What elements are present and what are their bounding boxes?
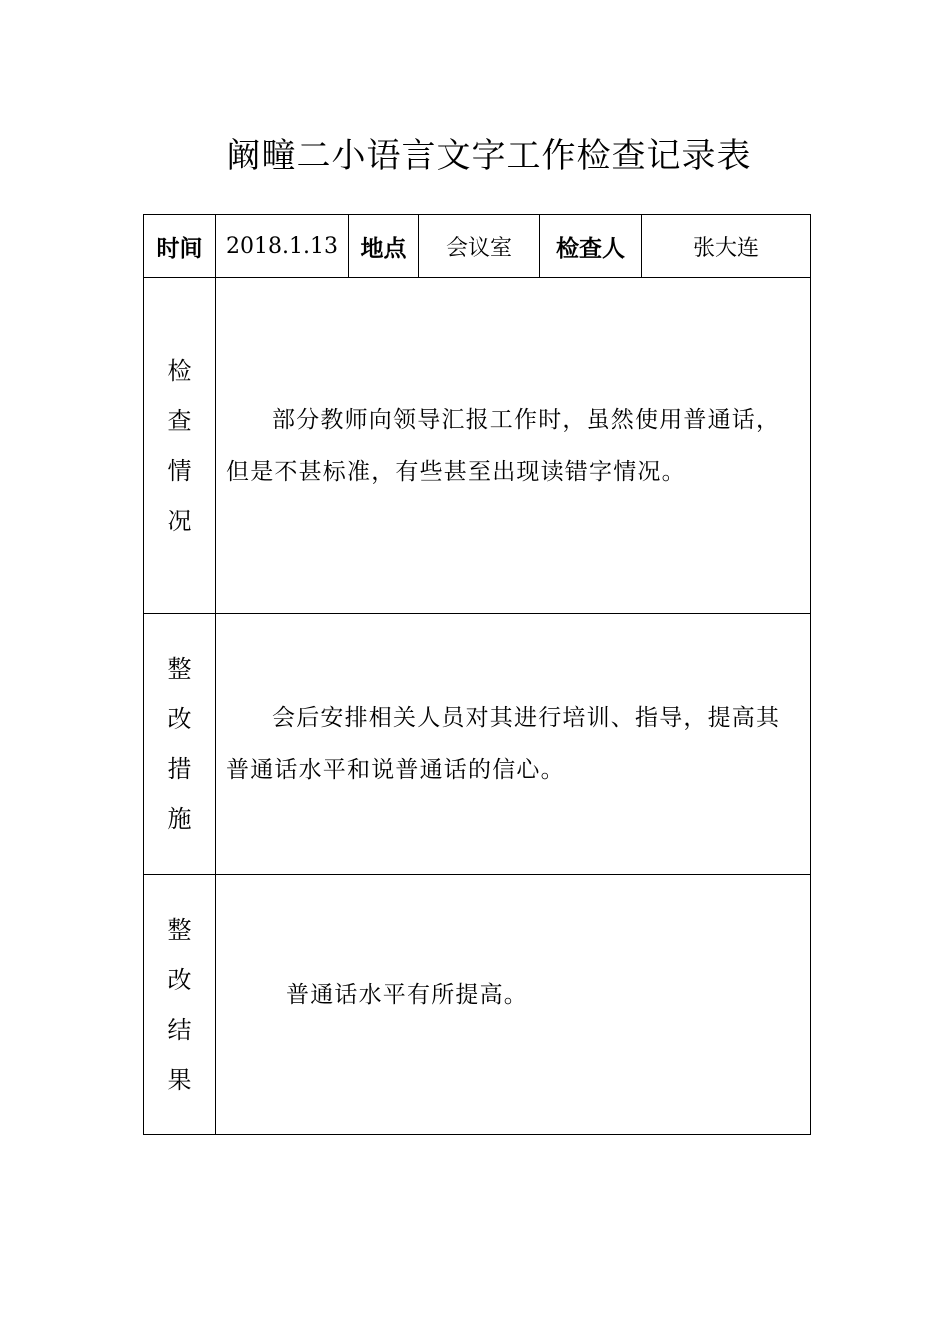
label-char: 结: [167, 1015, 192, 1044]
inspection-situation-row: [144, 278, 811, 614]
header-row: [144, 215, 811, 278]
inspector-label: 检查人: [540, 215, 642, 278]
label-char: 整: [167, 655, 192, 683]
page-title: 阚疃二小语言文字工作检查记录表: [226, 136, 752, 176]
content-text: 普通话水平有所提高。: [286, 981, 528, 1008]
label-char: 整: [167, 915, 192, 944]
label-char: 果: [167, 1065, 192, 1094]
time-value: 2018.1.13: [216, 215, 349, 278]
label-char: 查: [167, 406, 192, 435]
place-label: 地点: [349, 215, 419, 278]
label-char: 改: [167, 705, 192, 733]
rectification-result-label: [144, 875, 216, 1135]
inspection-situation-label: [144, 278, 216, 614]
content-text: 部分教师向领导汇报工作时，虽然使用普通话，但是不甚标准，有些甚至出现读错字情况。: [226, 406, 781, 485]
rectification-result-content: [216, 875, 811, 1135]
label-char: 况: [167, 506, 192, 535]
time-label: 时间: [144, 215, 216, 278]
label-char: 改: [167, 965, 192, 994]
rectification-measures-label: [144, 614, 216, 875]
place-value: 会议室: [419, 215, 540, 278]
rectification-measures-row: [144, 614, 811, 875]
label-char: 施: [167, 805, 192, 833]
inspector-value: 张大连: [642, 215, 811, 278]
inspection-situation-content: [216, 278, 811, 614]
inspection-record-table: [143, 214, 811, 1135]
label-char: 措: [167, 755, 192, 783]
label-char: 情: [167, 456, 192, 485]
rectification-measures-content: [216, 614, 811, 875]
rectification-result-row: [144, 875, 811, 1135]
content-text: 会后安排相关人员对其进行培训、指导，提高其普通话水平和说普通话的信心。: [226, 705, 781, 783]
label-char: 检: [167, 356, 192, 385]
